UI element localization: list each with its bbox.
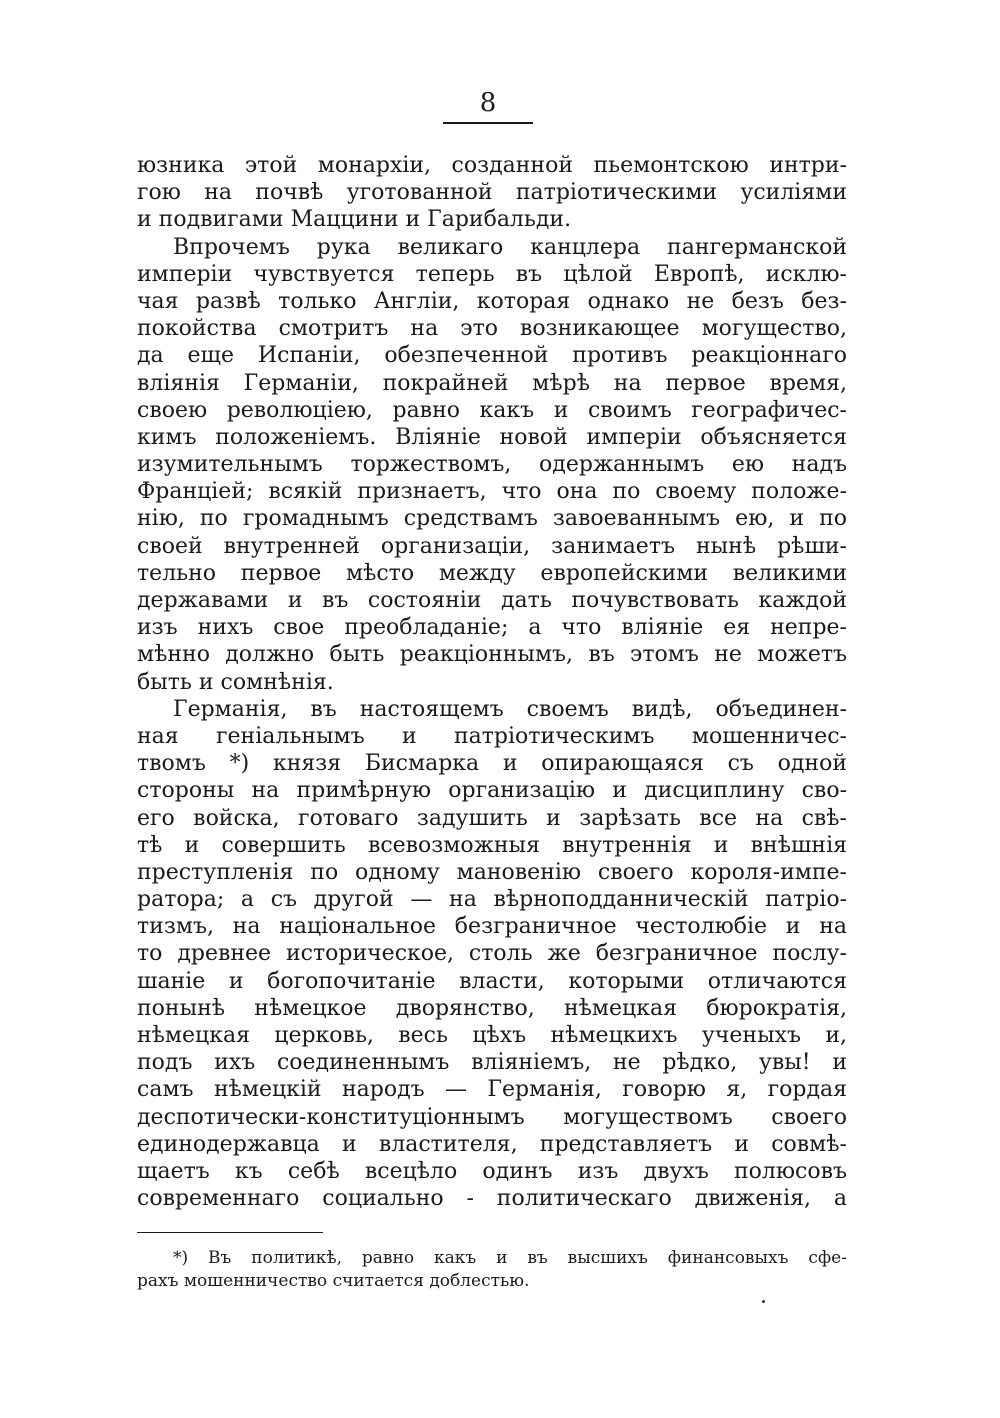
text-line: юзника этой монархіи, созданной пьемонтскою интри- [137,153,847,178]
text-line: современнаго социально - политическаго движенія, а [137,1186,847,1212]
text-line: шаніе и богопочитаніе власти, которыми отличаются [137,968,847,994]
page-number-underline [443,122,533,124]
text-line: твомъ *) князя Бисмарка и опирающаяся съ одной [137,751,847,777]
text-line: ратора; а съ другой — на вѣрноподданническій патріо- [137,887,847,913]
text-line: ная геніальнымъ и патріотическимъ мошенничес- [137,723,847,749]
text-line: деспотически-конституціоннымъ могуществомъ своего [137,1104,847,1130]
text-line: чая развѣ только Англіи, которая однако не безъ без- [137,288,847,314]
text-line: Франціей; всякій признаетъ, что она по своему положе- [137,479,847,505]
text-line: нію, по громаднымъ средствамъ завоеваннымъ ею, и по [137,506,847,532]
text-line: тизмъ, на національное безграничное честолюбіе и на [137,914,847,940]
text-line: изумительнымъ торжествомъ, одержаннымъ ею надъ [137,452,847,478]
text-line: своею революціею, равно какъ и своимъ географичес- [137,397,847,423]
paper-speck [762,1300,765,1303]
footnote-line: *) Въ политикѣ, равно какъ и въ высшихъ финансовыхъ сфе- [173,1248,847,1268]
text-line: самъ нѣмецкій народъ — Германія, говорю я, гордая [137,1077,847,1103]
text-line: своей внутренней организаціи, занимаетъ нынѣ рѣши- [137,533,847,559]
text-line: тельно первое мѣсто между европейскими великими [137,560,847,586]
text-line: гою на почвѣ уготованной патріотическими усиліями [137,180,847,206]
text-line: понынѣ нѣмецкое дворянство, нѣмецкая бюрократія, [137,995,847,1021]
footnote-separator [137,1232,323,1233]
footnote-line: рахъ мошенничество считается доблестью. [137,1271,530,1291]
footnote [137,1247,847,1293]
text-line: да еще Испаніи, обезпеченной противъ реакціоннаго [137,343,847,369]
text-line: и подвигами Маццини и Гарибальди. [137,207,572,233]
text-line: то древнее историческое, столь же безграничное послу- [137,941,847,967]
text-line: изъ нихъ свое преобладаніе; а что вліяніе ея непре- [137,615,847,641]
text-line: кимъ положеніемъ. Вліяніе новой имперіи объясняется [137,424,847,450]
page-number: 8 [479,88,497,118]
text-line: державами и въ состояніи дать почувствовать каждой [137,588,847,613]
text-line: щаетъ къ себѣ всецѣло одинъ изъ двухъ полюсовъ [137,1158,847,1184]
text-line: покойства смотритъ на это возникающее могущество, [137,316,847,342]
text-line: его войска, готоваго задушить и зарѣзать все на свѣ- [137,805,847,831]
paragraph-first-line: Германія, въ настоящемъ своемъ видѣ, объединен- [173,696,847,722]
text-line: подъ ихъ соединеннымъ вліяніемъ, не рѣдко, увы! и [137,1050,847,1076]
text-line: вліянія Германіи, покрайней мѣрѣ на первое время, [137,370,847,396]
paragraph-first-line: Впрочемъ рука великаго канцлера пангерманской [173,234,847,260]
text-line: имперіи чувствуется теперь въ цѣлой Европѣ, исклю- [137,261,847,287]
main-text-block [137,152,847,1212]
text-line: преступленія по одному мановенію своего короля-импе- [137,859,847,885]
text-line: единодержавца и властителя, представляетъ и совмѣ- [137,1131,847,1157]
text-line: стороны на примѣрную организацію и дисциплину сво- [137,778,847,804]
text-line: мѣнно должно быть реакціоннымъ, въ этомъ не можетъ [137,642,847,668]
text-line: нѣмецкая церковь, весь цѣхъ нѣмецкихъ ученыхъ и, [137,1023,847,1048]
text-line: быть и сомнѣнія. [137,669,334,695]
text-line: тѣ и совершить всевозможныя внутреннія и внѣшнія [137,832,847,858]
